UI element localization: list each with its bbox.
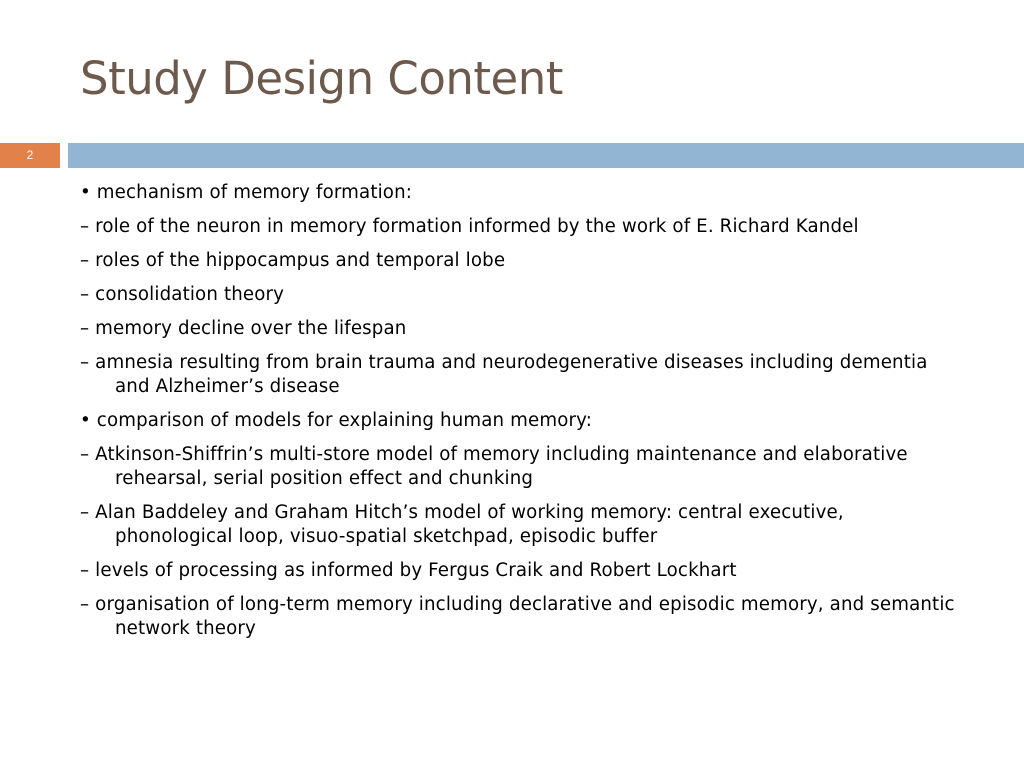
slide-title: Study Design Content [80, 52, 563, 105]
slide-number-badge: 2 [0, 143, 60, 168]
slide-content [80, 181, 960, 651]
subpoint-consolidation-theory: – consolidation theory [80, 284, 285, 305]
bullet-mechanism-of-memory-formation: • mechanism of memory formation: [80, 182, 413, 203]
subpoint-long-term-memory: – organisation of long-term memory including declarative and episodic memory, and semantic network theory [80, 594, 955, 639]
subpoint-atkinson-shiffrin: – Atkinson-Shiffrin’s multi-store model of memory including maintenance and elaborative rehearsal, serial position effect and chunking [80, 444, 908, 489]
subpoint-levels-of-processing: – levels of processing as informed by Fergus Craik and Robert Lockhart [80, 560, 737, 581]
bullet-comparison-of-models: • comparison of models for explaining human memory: [80, 410, 593, 431]
accent-bar [68, 143, 1024, 168]
subpoint-baddeley-hitch: – Alan Baddeley and Graham Hitch’s model of working memory: central executive, phonological loop, visuo-spatial sketchpad, episodic buffer [80, 502, 844, 547]
subpoint-amnesia: – amnesia resulting from brain trauma and neurodegenerative diseases including dementia and Alzheimer’s disease [80, 352, 928, 397]
subpoint-hippocampus-temporal-lobe: – roles of the hippocampus and temporal lobe [80, 250, 506, 271]
subpoint-role-of-neuron: – role of the neuron in memory formation informed by the work of E. Richard Kandel [80, 216, 859, 237]
subpoint-memory-decline: – memory decline over the lifespan [80, 318, 407, 339]
